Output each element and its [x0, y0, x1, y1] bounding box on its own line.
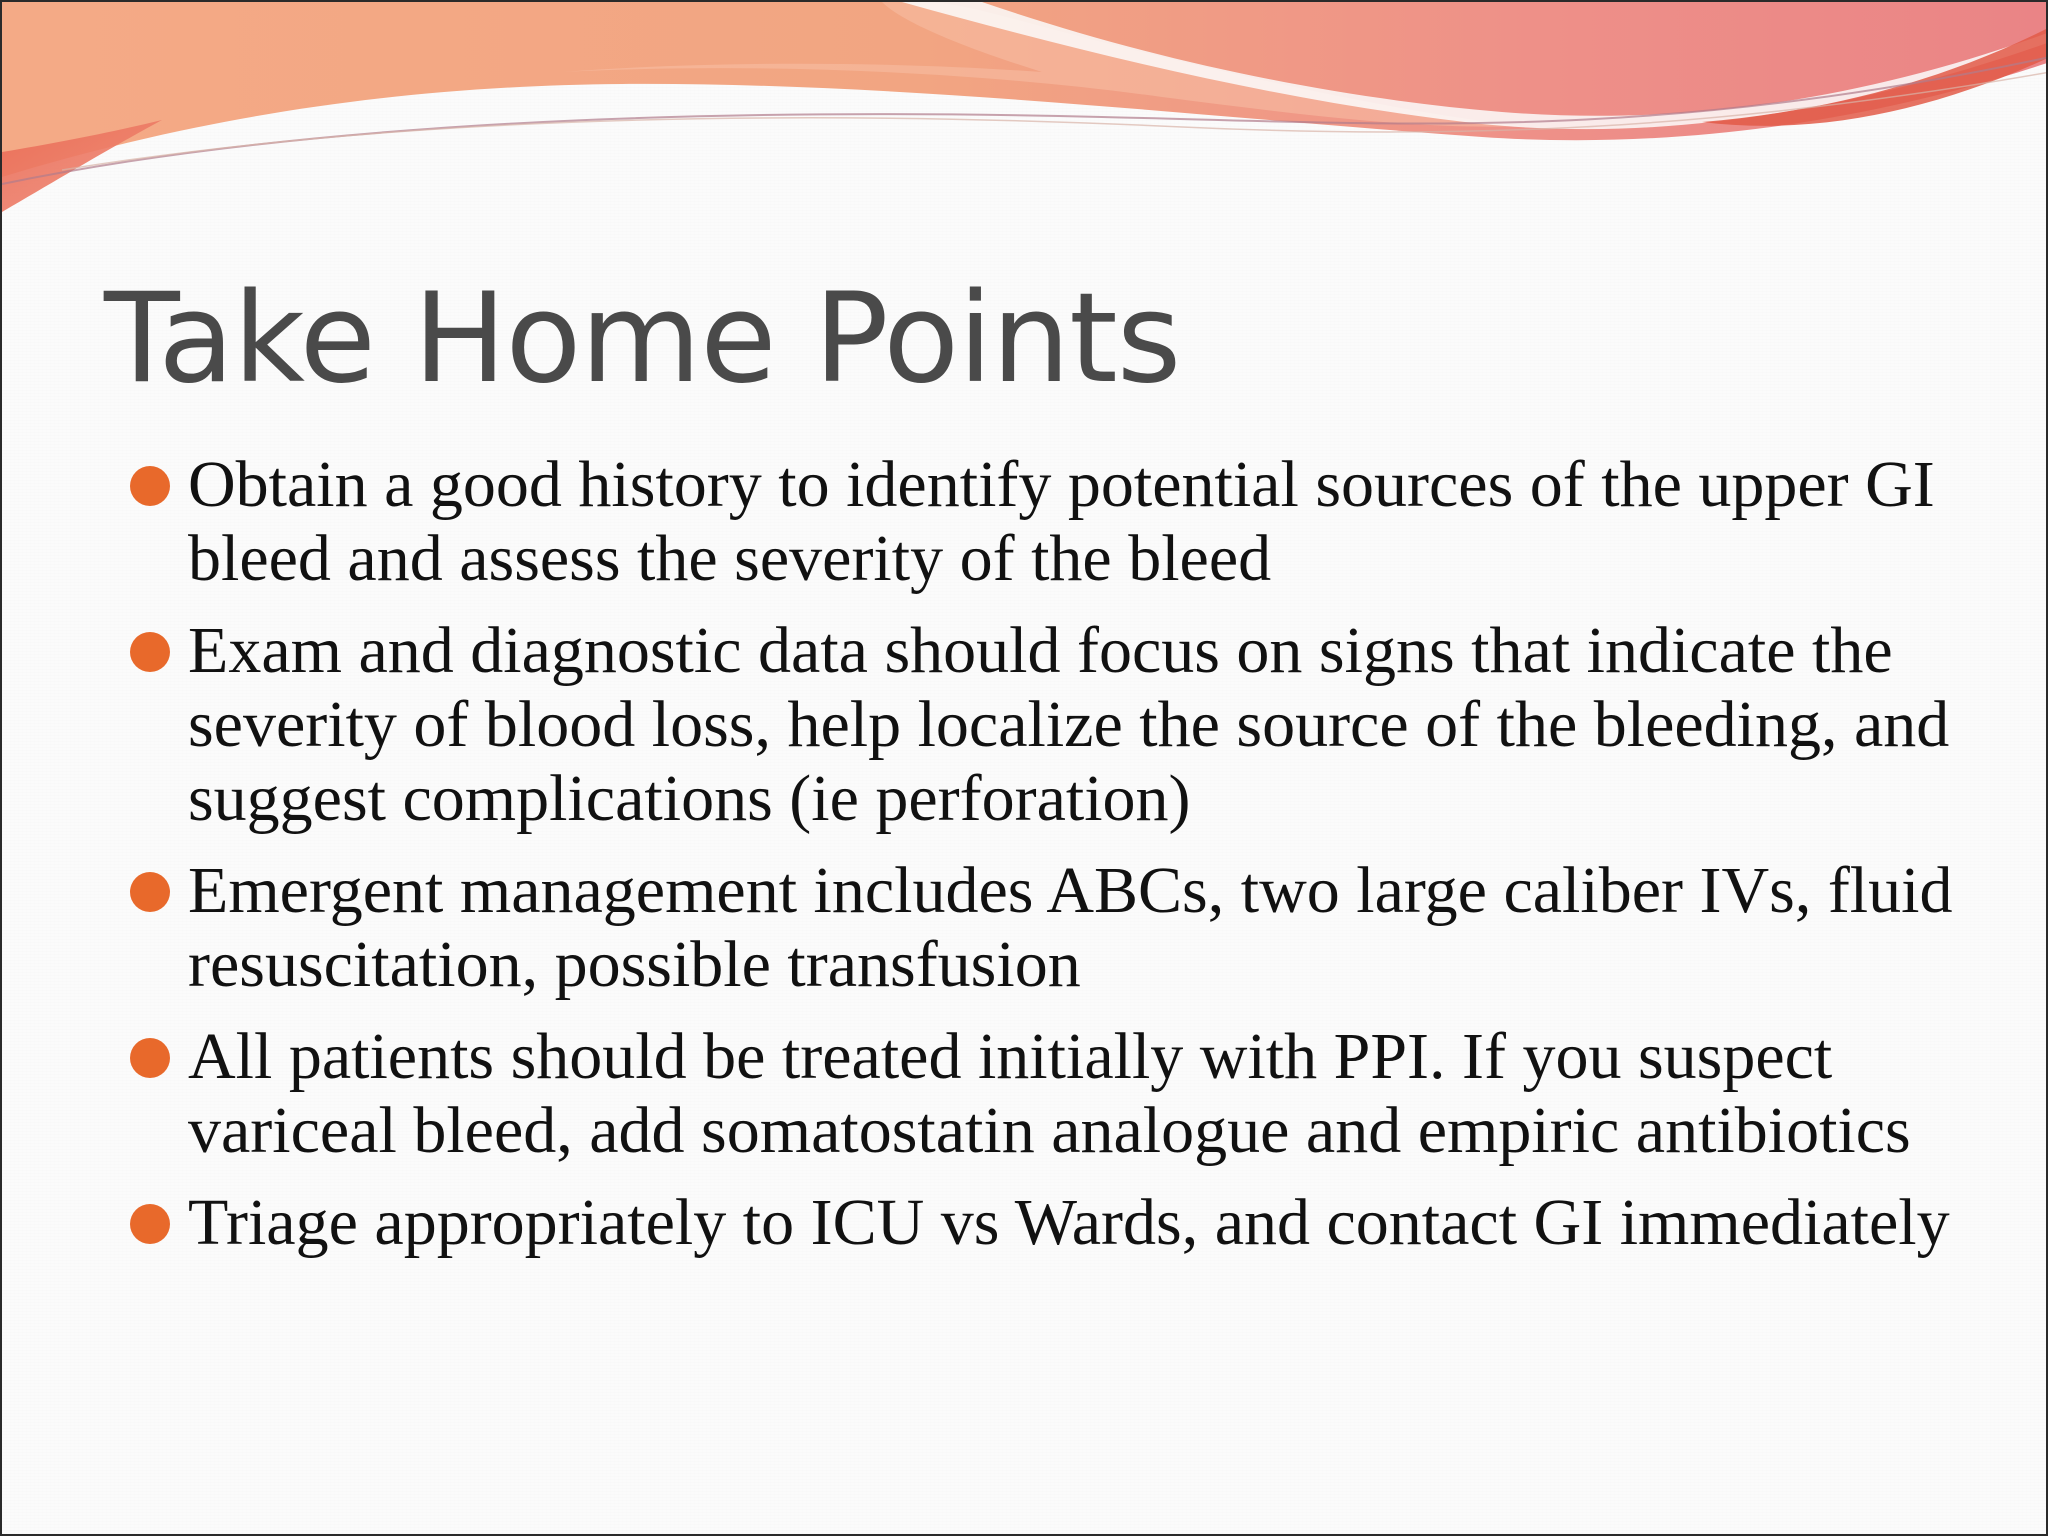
bullet-text: All patients should be treated initially with PPI. If you suspect variceal bleed, add somatostatin analogue and empiric antibiotics: [188, 1020, 1911, 1167]
bullet-item: [128, 448, 2008, 596]
bullet-item: [128, 614, 2008, 836]
bullet-text: Exam and diagnostic data should focus on signs that indicate the severity of blood loss, help localize the source of the bleeding, and suggest complications (ie perforation): [188, 614, 1950, 835]
bullet-list: [128, 448, 2008, 1278]
bullet-item: [128, 1186, 2008, 1260]
bullet-text: Obtain a good history to identify potential sources of the upper GI bleed and assess the severity of the bleed: [188, 448, 1935, 595]
decorative-wave-banner: [2, 2, 2048, 242]
bullet-dot-icon: [130, 872, 170, 912]
bullet-text: Emergent management includes ABCs, two large caliber IVs, fluid resuscitation, possible transfusion: [188, 854, 1953, 1001]
bullet-dot-icon: [130, 632, 170, 672]
bullet-dot-icon: [130, 1038, 170, 1078]
bullet-dot-icon: [130, 1204, 170, 1244]
slide-title: Take Home Points: [104, 267, 1181, 411]
bullet-item: [128, 1020, 2008, 1168]
bullet-item: [128, 854, 2008, 1002]
bullet-dot-icon: [130, 466, 170, 506]
bullet-text: Triage appropriately to ICU vs Wards, and contact GI immediately: [188, 1186, 1950, 1259]
